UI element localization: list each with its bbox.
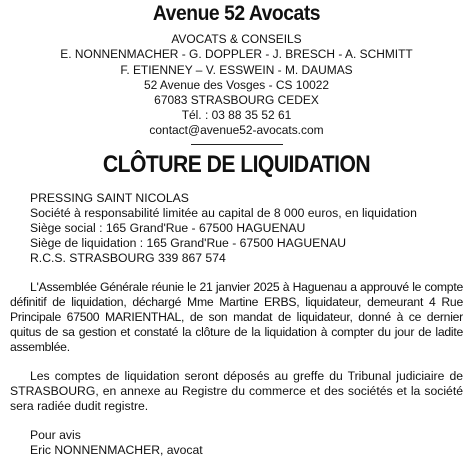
header-divider bbox=[191, 144, 283, 145]
body-paragraph-assembly: L'Assemblée Générale réunie le 21 janvier 2025 à Haguenau a approuvé le compte définitif de liquidation, déchargé Mme Martine ERBS, liquidateur, demeurant 4 Rue Principale 67500 MARIENTHAL, de son mandat de liquidateur, donné à ce dernier quitus de sa gestion et constaté la clôture de la liquidation à compter du jour de ladite assemblée. bbox=[10, 279, 463, 354]
company-name: PRESSING SAINT NICOLAS bbox=[30, 190, 189, 205]
notice-title: CLÔTURE DE LIQUIDATION bbox=[102, 150, 371, 178]
firm-tagline: AVOCATS & CONSEILS bbox=[171, 32, 302, 47]
firm-name: Avenue 52 Avocats bbox=[152, 2, 321, 25]
company-registration: R.C.S. STRASBOURG 339 867 574 bbox=[30, 250, 226, 265]
firm-city: 67083 STRASBOURG CEDEX bbox=[154, 92, 319, 107]
firm-partners-line-1: E. NONNENMACHER - G. DOPPLER - J. BRESCH - A. SCHMITT bbox=[60, 47, 413, 62]
company-registered-office: Siège social : 165 Grand'Rue - 67500 HAGUENAU bbox=[30, 220, 306, 235]
firm-street-address: 52 Avenue des Vosges - CS 10022 bbox=[143, 77, 330, 92]
firm-email: contact@avenue52-avocats.com bbox=[149, 123, 324, 138]
signature-block bbox=[10, 428, 463, 458]
firm-header bbox=[10, 2, 463, 139]
body-paragraph-accounts: Les comptes de liquidation seront déposés au greffe du Tribunal judiciaire de STRASBOURG, en annexe au Registre du commerce et des sociétés et la société sera radiée dudit registre. bbox=[10, 368, 463, 413]
company-liquidation-office: Siège de liquidation : 165 Grand'Rue - 67500 HAGUENAU bbox=[30, 235, 347, 250]
company-legal-form: Société à responsabilité limitée au capital de 8 000 euros, en liquidation bbox=[30, 205, 417, 220]
firm-partners-line-2: F. ETIENNEY – V. ESSWEIN - M. DAUMAS bbox=[120, 62, 353, 77]
legal-notice bbox=[0, 2, 473, 460]
company-details bbox=[10, 191, 463, 266]
signature-name: Eric NONNENMACHER, avocat bbox=[30, 442, 203, 457]
firm-phone: Tél. : 03 88 35 52 61 bbox=[181, 108, 292, 123]
signature-salutation: Pour avis bbox=[30, 427, 81, 442]
